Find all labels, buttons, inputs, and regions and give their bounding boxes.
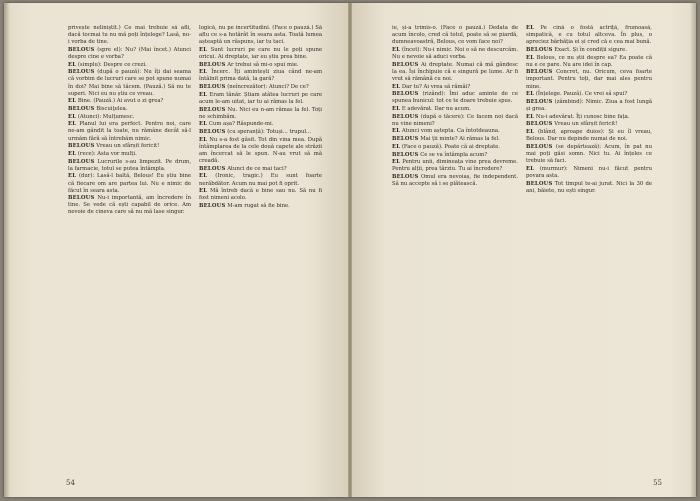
dialogue-line [392,159,518,173]
dialogue-text: Mă întreb dacă e bine sau nu. Să nu fi fost nimeni acolo. [199,188,323,202]
speaker-name: EL [199,91,208,98]
dialogue-line [526,144,652,165]
dialogue-text: (simplu): Despre ce crezi. [77,61,147,68]
dialogue-line [68,151,191,158]
speaker-name: EL [392,106,401,112]
dialogue-line [199,129,322,136]
dialogue-text: Pe cină o fostă actriță, frumoasă, simpatică, e cu totul altceva. În plus, o apreciez bărbăția ei și cred că e cea mai bună. [526,25,652,46]
dialogue-text: privește neliniștit.) Ce mai trebuie să afli, dacă tocmai tu nu mă poți înțelege? Lasă, nu-i vorba de tine. [68,25,191,46]
speaker-name: BELOUS [392,61,419,68]
speaker-name: BELOUS [199,61,226,68]
dialogue-text: Mai ții minte? Ai rămas la fel. [420,136,500,143]
dialogue-text: (zâmbind): Nimic. Ziua a fost lungă și grea. [526,98,653,112]
dialogue-text: (rece): Asta vor mulți. [77,150,137,157]
speaker-name: EL [392,143,401,150]
dialogue-text: Concret, nu. Oricum, ceva foarte important. Pentru toți, dar mai ales pentru mine. [526,69,652,90]
dialogue-text: Omul era nevoiaș, fie independent. Să nu accepte să i se plătească. [392,174,518,188]
speaker-name: EL [199,121,208,128]
dialogue-line [68,173,191,194]
dialogue-text: Nu. Nici eu n-am rămas la fel. Toți ne schimbăm. [199,106,323,120]
dialogue-text: logică, nu pe incertitudini. (Face o pauză.) Să aflu ce s-a hotărât în seara asta. Toată lumea așteaptă un răspuns, iar tu taci. [199,25,322,46]
dialogue-text: Pentru unii, dimineața vine prea devreme. Pentru alții, prea târziu. Tu ai încredere? [392,159,518,173]
dialogue-line [526,114,652,121]
dialogue-line [199,47,322,61]
speaker-name: BELOUS [392,151,419,158]
right-page-columns [388,25,656,473]
dialogue-text: Tot timpul te-ai jurat. Nici la 30 de ani, băiete, nu ești singur. [526,180,653,194]
dialogue-text: Nu s-a fost găsit. Tot din vina mea. După întâmplarea de la cele două capete ale străzii am încercat să le spun. N-au vrut să mă creadă. [199,136,322,165]
dialogue-line [68,98,191,105]
speaker-name: EL [526,91,535,98]
dialogue-line [68,114,191,121]
dialogue-text: Încerc. Îți amintești ziua când ne-am întâlnit prima dată, la gară? [199,69,322,83]
dialogue-text: (Înțelege. Pauză). Ce vrei să spui? [535,91,628,98]
speaker-name: BELOUS [68,158,95,165]
speaker-name: BELOUS [526,46,553,53]
dialogue-line [68,195,191,216]
dialogue-line [392,106,518,113]
dialogue-text: (spre el): Nu? (Mai încet.) Atunci despre cine e vorba? [68,46,191,60]
dialogue-text: (blând, aproape duios): Și eu îl vreau, Belous. Dar nu depinde numai de noi. [526,129,652,143]
dialogue-text: Eram tânăr. Știam atâtea lucruri pe care acum le-am uitat, iar tu ai rămas la fel. [199,91,322,105]
right-column-1 [388,25,522,473]
speaker-name: EL [526,113,535,120]
dialogue-text: M-am rugat să fie bine. [227,202,290,209]
speaker-name: BELOUS [68,143,95,150]
dialogue-text: Belous, ce nu știi despre ea? Ea poate că nu e ce pare. Nu are idei în cap. [526,54,652,68]
speaker-name: EL [392,159,401,166]
left-page [4,3,348,497]
dialogue-text: ie, și-a trimis-o. (Face o pauză.) Dedata de acum încolo, cred că totul, poate să se piardă, dumneavoastră, Belous, ce vom face noi? [392,25,518,46]
dialogue-text: Ar trebui să mi-o spui mie. [227,61,299,68]
right-page [352,3,696,497]
dialogue-line [526,91,652,98]
speaker-name: BELOUS [68,46,95,53]
dialogue-text: (neîncrezător): Atunci? De ce? [227,84,309,91]
dialogue-line [68,159,191,173]
dialogue-text: (Atunci): Mulțumesc. [77,113,135,120]
dialogue-text: (se depărtează): Acum, în pat nu mai poți găsi somn. Nici tu. Ai înțeles ce trebuie să faci. [526,143,652,165]
speaker-name: EL [68,173,77,180]
speaker-name: BELOUS [199,202,226,209]
speaker-name: EL [526,54,535,61]
dialogue-line [526,121,652,128]
dialogue-line [68,62,191,69]
dialogue-line [526,166,652,180]
dialogue-text: Nu-i importantă, am încredere în tine. Se vede că ești capabil de orice. Am nevoie de cineva care să nu mă lase singur. [68,195,192,216]
speaker-name: EL [199,46,208,53]
speaker-name: BELOUS [392,136,419,143]
dialogue-text: (după o pauză): Nu îți dai seama că vorbim de lucruri care se pot spune numai în doi? Mai bine să tăcem. (Pauză.) Să nu te superi. Nici eu nu știu ce vreau. [68,69,191,97]
dialogue-text: Bine. (Pauză.) Ai avut o zi grea? [77,98,164,105]
dialogue-text: Dar tu? Ai vrea să rămâi? [401,83,471,90]
page-number-right: 55 [653,479,662,487]
speaker-name: BELOUS [199,106,226,113]
speaker-name: EL [526,129,535,136]
speaker-name: BELOUS [392,113,419,120]
dialogue-text: Ai dreptate. Numai că mă gândesc la ea. Își închipuie că e singură pe lume. Ar fi vrut să rămână cu noi. [392,61,518,82]
dialogue-line [526,47,652,54]
speaker-name: EL [68,150,77,157]
left-column-2 [195,25,326,473]
dialogue-text: Ce se va întâmpla acum? [420,151,488,158]
right-column-2 [522,25,656,473]
dialogue-line [199,25,322,46]
speaker-name: EL [199,136,208,143]
dialogue-line [526,69,652,90]
speaker-name: BELOUS [68,106,95,112]
speaker-name: BELOUS [68,195,95,202]
dialogue-text: E adevărat. Dar nu acum. [401,106,471,112]
speaker-name: EL [68,113,77,120]
dialogue-text: (cu speranță): Totuși... trupul... [227,129,312,136]
dialogue-line [199,69,322,83]
dialogue-line [392,25,518,46]
speaker-name: BELOUS [526,121,553,128]
dialogue-line [392,114,518,128]
dialogue-line [199,137,322,165]
dialogue-line [526,181,652,195]
book-spread [4,3,696,497]
speaker-name: EL [68,98,77,105]
dialogue-line [199,173,322,187]
page-number-left: 54 [66,479,75,487]
dialogue-line [199,62,322,69]
speaker-name: EL [392,46,401,53]
dialogue-line [68,69,191,97]
dialogue-line [199,84,322,91]
dialogue-text: Atunci de ce mai taci? [227,165,287,172]
speaker-name: BELOUS [526,69,553,76]
dialogue-line [199,166,322,173]
dialogue-text: Atunci vom aștepta. Ca întotdeauna. [401,128,500,135]
dialogue-text: (rizând): Îmi aduc aminte de ce spunea bunicul: tot ce te doare trebuie spus. [392,91,518,105]
speaker-name: EL [392,128,401,135]
dialogue-line [68,47,191,61]
dialogue-line [199,188,322,202]
dialogue-text: Exact. Și în condiții sigure. [554,46,627,53]
dialogue-text: (Ironic, tragic.) Eu sunt foarte nerăbdător. Acum nu mai pot fi oprit. [199,173,322,187]
dialogue-line [392,152,518,159]
dialogue-text: (Face o pauză). Poate că ai dreptate. [401,143,501,150]
speaker-name: BELOUS [526,98,553,105]
dialogue-line [526,55,652,69]
dialogue-text: Cum așa? Răspunde-mi. [208,121,274,128]
dialogue-text: Sunt lucruri pe care nu le poți spune oricui. Ai dreptate, iar eu știu prea bine. [199,46,323,60]
dialogue-line [392,174,518,188]
dialogue-line [199,121,322,128]
dialogue-line [392,144,518,151]
speaker-name: EL [526,165,535,172]
speaker-name: EL [199,173,208,180]
speaker-name: EL [199,69,208,76]
dialogue-line [392,128,518,135]
dialogue-line [526,25,652,46]
speaker-name: EL [392,83,401,90]
speaker-name: EL [68,121,77,128]
dialogue-text: Biscuiţelea. [96,106,128,112]
dialogue-line [392,136,518,143]
speaker-name: BELOUS [199,84,226,91]
dialogue-line [392,62,518,83]
dialogue-line [199,92,322,106]
dialogue-text: Vreau un sfârșit fericit! [96,143,160,150]
page-edge-shadow [690,3,696,497]
dialogue-text: (după o tăcere): Ce facem noi dacă nu vine nimeni? [392,113,519,127]
speaker-name: BELOUS [526,143,553,150]
dialogue-text: (încet): Nu-i nimic. Noi o să ne descurcăm. Nu e nevoie să aduci vorba. [392,46,519,60]
left-page-columns [64,25,326,473]
dialogue-line [392,91,518,105]
speaker-name: BELOUS [199,129,226,136]
dialogue-line [68,143,191,150]
speaker-name: BELOUS [392,91,419,98]
dialogue-text: Vreau un sfârșit fericit! [554,121,618,128]
page-edge-shadow [4,3,10,497]
speaker-name: EL [68,61,77,68]
dialogue-line [199,203,322,210]
dialogue-line [392,47,518,61]
speaker-name: EL [199,188,208,195]
dialogue-line [68,121,191,142]
left-column-1 [64,25,195,473]
dialogue-text: (dur): Lasă-l baltă, Belous! Eu știu bine că fiecare om are partea lui. Nu e nimic de făcut în seara asta. [68,173,191,194]
dialogue-line [526,99,652,113]
dialogue-line [199,107,322,121]
dialogue-text: Nu-i adevărat. Îți cunosc bine fața. [535,113,630,120]
dialogue-line [392,84,518,91]
dialogue-line [526,129,652,143]
dialogue-line [68,106,191,113]
speaker-name: EL [526,25,535,31]
dialogue-text: Lucrurile s-au limpezit. Pe drum, la farmacie, totul se putea întâmpla. [68,158,191,172]
speaker-name: BELOUS [526,180,553,187]
speaker-name: BELOUS [68,69,95,76]
dialogue-line [68,25,191,46]
speaker-name: BELOUS [199,165,226,172]
speaker-name: BELOUS [392,174,419,180]
dialogue-text: (murmur): Nimeni nu-i făcut pentru povara asta. [526,165,652,179]
dialogue-text: Planul lui era perfect. Pentru noi, care ne-am gândit la toate, nu rămâne decât să-l urmăm fără să întrebăm nimic. [68,121,191,142]
